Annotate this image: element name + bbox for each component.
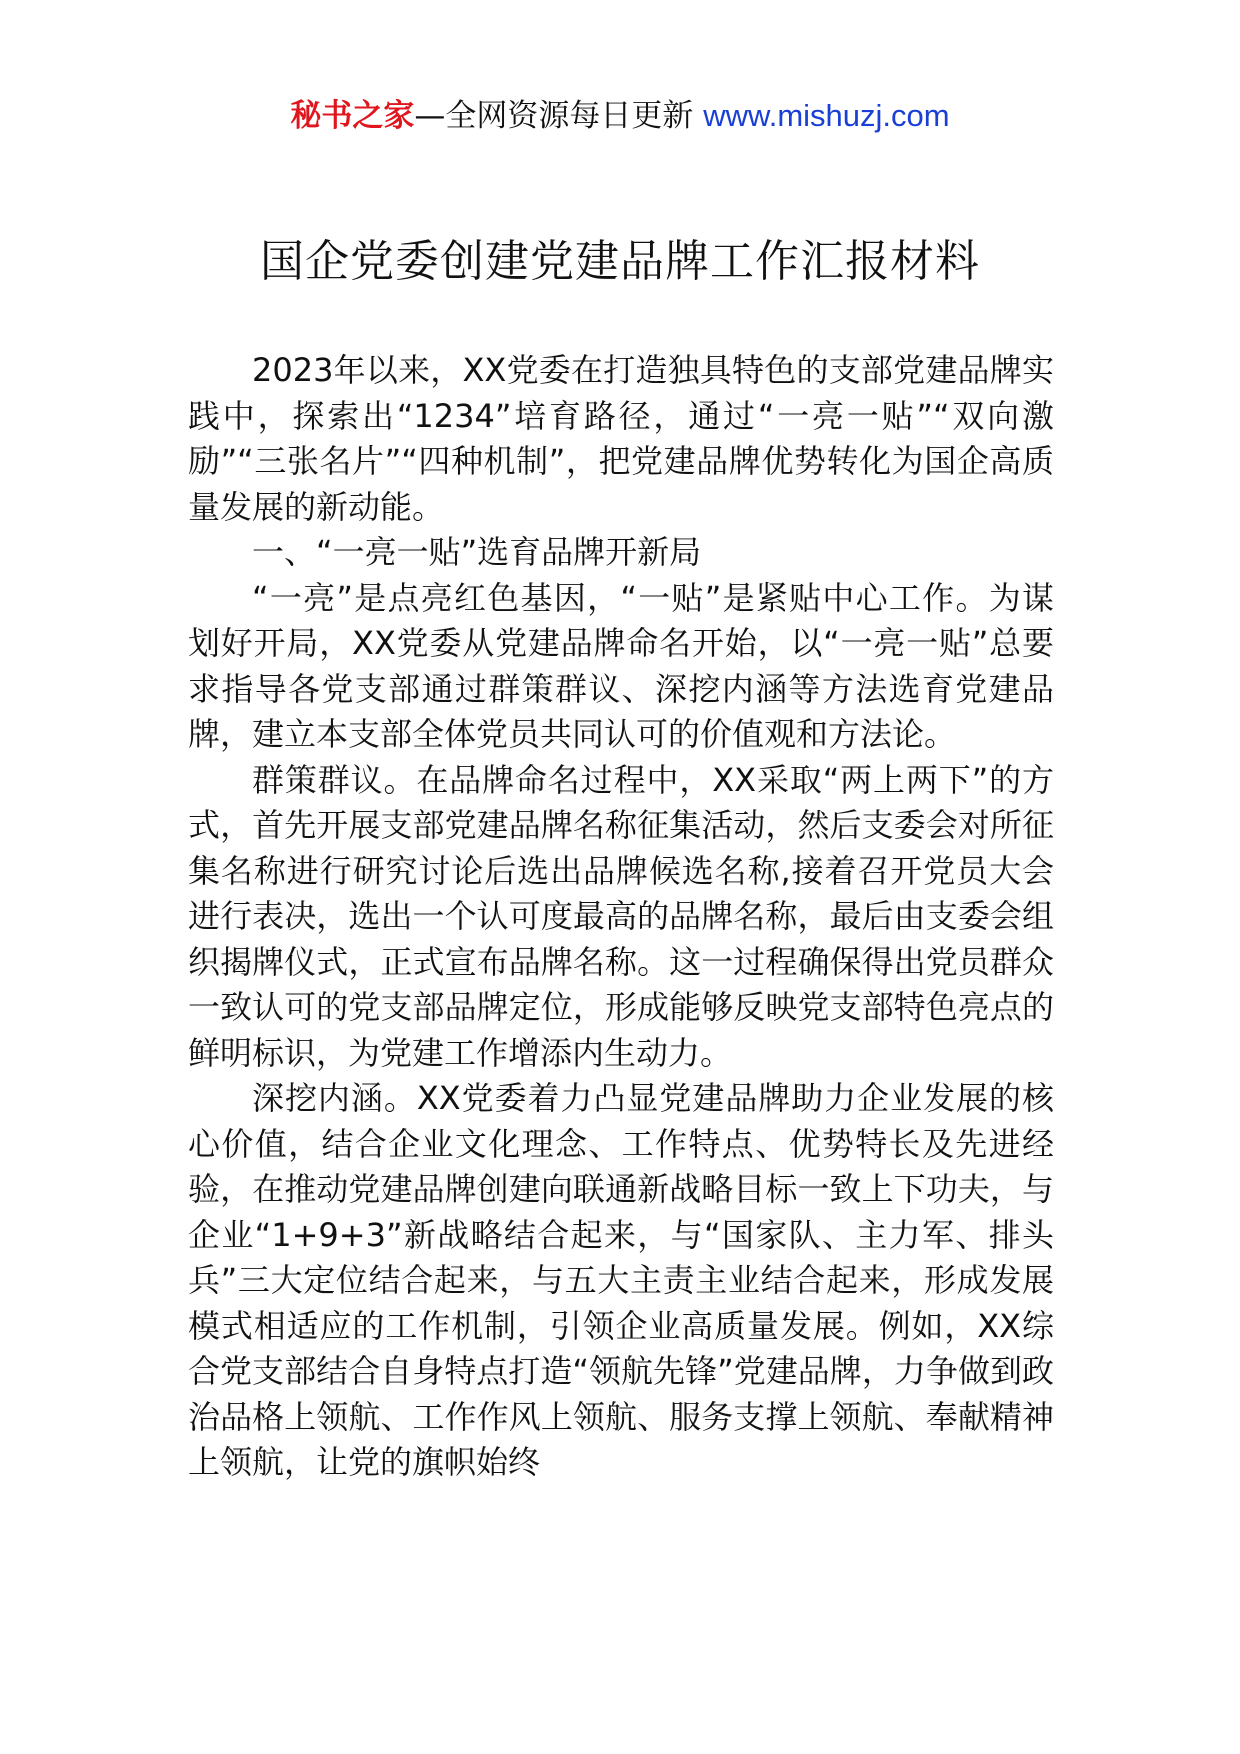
section-heading: 一、“一亮一贴”选育品牌开新局 — [252, 533, 702, 571]
body-paragraph: “一亮”是点亮红色基因，“一贴”是紧贴中心工作。为谋划好开局，XX党委从党建品牌命名开始，以“一亮一贴”总要求指导各党支部通过群策群议、深挖内涵等方法选育党建品牌，建立本支部全体党员共同认可的价值观和方法论。 — [188, 578, 1054, 753]
site-url-link[interactable]: www.mishuzj.com — [703, 98, 950, 133]
body-paragraph: 深挖内涵。XX党委着力凸显党建品牌助力企业发展的核心价值，结合企业文化理念、工作特点、优势特长及先进经验，在推动党建品牌创建向联通新战略目标一致上下功夫，与企业“1+9+3”新战略结合起来，与“国家队、主力军、排头兵”三大定位结合起来，与五大主责主业结合起来，形成发展模式相适应的工作机制，引领企业高质量发展。例如，XX综合党支部结合自身特点打造“领航先锋”党建品牌，力争做到政治品格上领航、工作作风上领航、服务支撑上领航、奉献精神上领航，让党的旗帜始终 — [188, 1079, 1054, 1481]
body-paragraph: 群策群议。在品牌命名过程中，XX采取“两上两下”的方式，首先开展支部党建品牌名称征集活动，然后支委会对所征集名称进行研究讨论后选出品牌候选名称,接着召开党员大会进行表决，选出一个认可度最高的品牌名称，最后由支委会组织揭牌仪式，正式宣布品牌名称。这一过程确保得出党员群众一致认可的党支部品牌定位，形成能够反映党支部特色亮点的鲜明标识，为党建工作增添内生动力。 — [188, 760, 1054, 1072]
document-body — [188, 348, 1054, 1486]
body-paragraph: 2023年以来，XX党委在打造独具特色的支部党建品牌实践中，探索出“1234”培育路径，通过“一亮一贴”“双向激励”“三张名片”“四种机制”，把党建品牌优势转化为国企高质量发展的新动能。 — [188, 351, 1054, 526]
site-header-banner — [0, 96, 1240, 136]
document-title: 国企党委创建党建品牌工作汇报材料 — [260, 236, 980, 287]
header-tagline: —全网资源每日更新 — [414, 98, 704, 134]
brand-name: 秘书之家 — [290, 98, 415, 134]
